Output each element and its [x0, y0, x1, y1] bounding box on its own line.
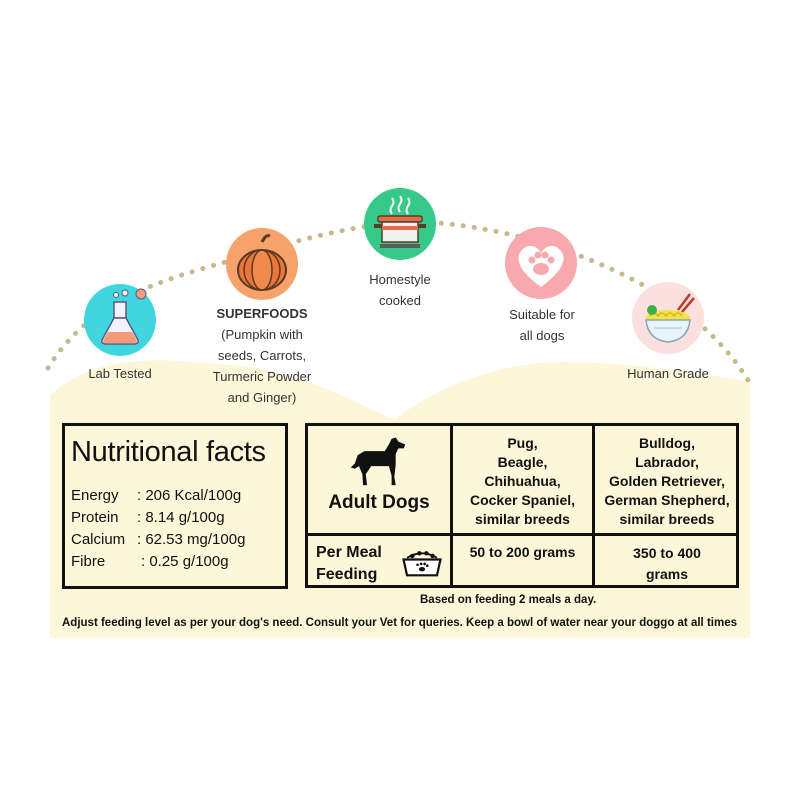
- food-bowl-icon: [632, 282, 704, 354]
- superfoods-label: [200, 303, 324, 408]
- human-grade-badge: [632, 282, 704, 354]
- homestyle-label: [350, 269, 450, 311]
- amount-line: 350 to 400: [633, 545, 701, 561]
- per-meal-line: Feeding: [316, 566, 378, 583]
- nutrient-name: Calcium: [71, 531, 126, 548]
- amount-line: grams: [645, 566, 689, 582]
- breed-name: Pug,: [507, 435, 538, 451]
- breed-name: Golden Retriever,: [609, 473, 725, 489]
- homestyle-line: Homestyle: [369, 272, 431, 287]
- breed-list-small: [453, 434, 592, 529]
- adult-dogs-label: Adult Dogs: [328, 492, 430, 513]
- cooking-pot-icon: [364, 188, 436, 260]
- nutrient-value: : 8.14 g/100g: [137, 509, 225, 526]
- lab-tested-badge: [84, 284, 156, 356]
- nutrition-row: [71, 553, 229, 570]
- nutrition-row: [71, 531, 245, 548]
- nutrient-name: Fibre: [71, 553, 106, 570]
- human-grade-label: Human Grade: [627, 366, 709, 381]
- dog-bowl-icon: [400, 547, 444, 579]
- breed-name: German Shepherd,: [604, 492, 730, 508]
- flask-icon: [84, 284, 156, 356]
- nutrition-row: [71, 509, 225, 526]
- breed-name: Chihuahua,: [484, 473, 561, 489]
- nutrient-name: Protein: [71, 509, 119, 526]
- breed-name: Labrador,: [635, 454, 699, 470]
- lab-tested-label: Lab Tested: [88, 366, 152, 381]
- homestyle-badge: [364, 188, 436, 260]
- superfoods-line: and Ginger): [227, 390, 297, 405]
- all-dogs-line: all dogs: [519, 328, 565, 343]
- nutrient-value: : 62.53 mg/100g: [137, 531, 246, 548]
- pumpkin-icon: [226, 228, 298, 300]
- nutrition-title: Nutritional facts: [71, 436, 266, 468]
- feeding-table: [305, 423, 739, 588]
- breed-name: Bulldog,: [639, 435, 695, 451]
- table-divider: [308, 533, 736, 536]
- breed-name: Beagle,: [497, 454, 548, 470]
- all-dogs-label: [490, 304, 594, 346]
- all-dogs-line: Suitable for: [509, 307, 575, 322]
- superfoods-line: Turmeric Powder: [212, 369, 312, 384]
- feeding-amount-large: [595, 543, 739, 585]
- advice-note: Adjust feeding level as per your dog's need. Consult your Vet for queries. Keep a bowl of water near your doggo at all times: [62, 617, 737, 629]
- nutrition-row: [71, 487, 241, 504]
- meals-note: Based on feeding 2 meals a day.: [420, 594, 597, 606]
- nutrient-name: Energy: [71, 487, 119, 504]
- breed-name: similar breeds: [619, 511, 715, 527]
- superfoods-badge: [226, 228, 298, 300]
- superfoods-line: (Pumpkin with: [221, 327, 303, 342]
- breed-list-large: [595, 434, 739, 529]
- feeding-amount-small: 50 to 200 grams: [469, 544, 576, 560]
- nutrient-value: : 206 Kcal/100g: [137, 487, 242, 504]
- paw-heart-icon: [505, 227, 577, 299]
- superfoods-line: seeds, Carrots,: [217, 348, 307, 363]
- dog-silhouette-icon: [344, 434, 412, 490]
- superfoods-title: SUPERFOODS: [216, 306, 308, 321]
- nutrient-value: : 0.25 g/100g: [141, 553, 229, 570]
- per-meal-line: Per Meal: [316, 544, 382, 561]
- breed-name: Cocker Spaniel,: [469, 492, 576, 508]
- all-dogs-badge: [505, 227, 577, 299]
- nutrition-facts-box: [62, 423, 288, 589]
- homestyle-line: cooked: [379, 293, 421, 308]
- per-meal-label: [316, 542, 396, 586]
- breed-name: similar breeds: [475, 511, 570, 527]
